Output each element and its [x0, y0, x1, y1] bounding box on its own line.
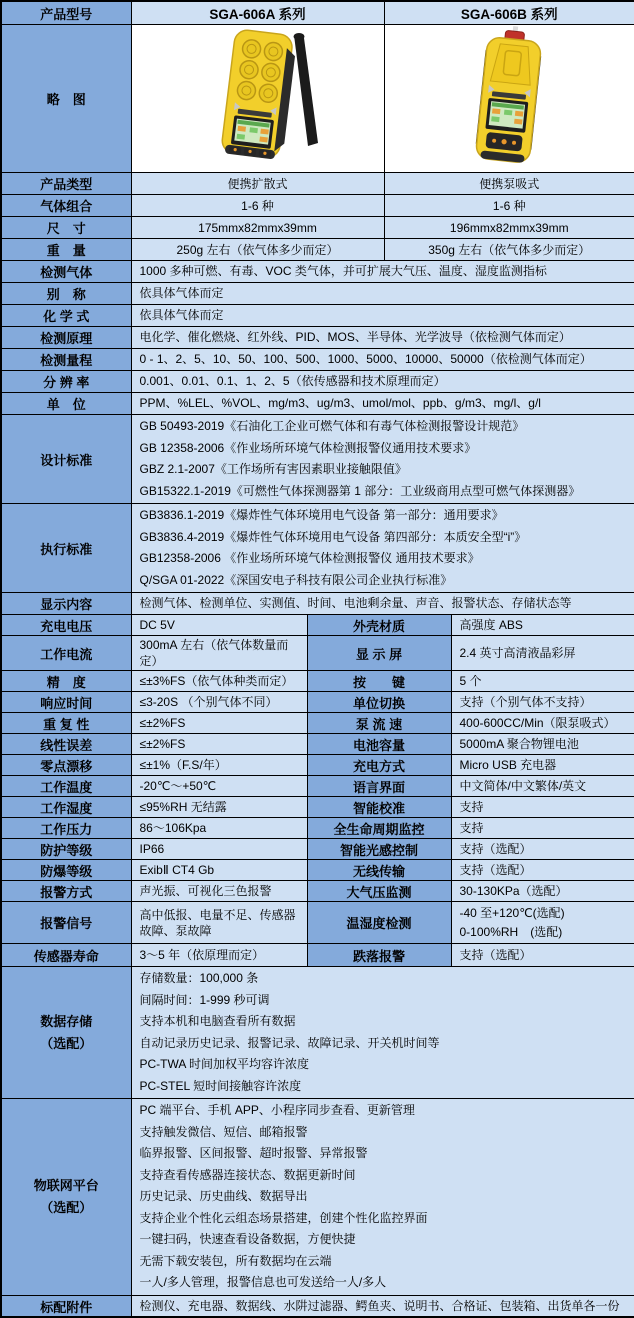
row-label: 报警信号	[1, 902, 131, 944]
row-label: 精 度	[1, 671, 131, 692]
row-value-a: 便携扩散式	[131, 173, 384, 195]
row-label: 单位切换	[307, 692, 451, 713]
table-row	[1, 239, 634, 261]
row-label-data-storage	[1, 967, 131, 1099]
row-label: 气体组合	[1, 195, 131, 217]
row-label: 传感器寿命	[1, 944, 131, 967]
table-row	[1, 967, 634, 1099]
row-label: 智能校准	[307, 797, 451, 818]
table-row	[1, 327, 634, 349]
storage-line: PC-STEL 短时间接触容许浓度	[139, 1078, 302, 1093]
row-label-iot-platform	[1, 1099, 131, 1296]
storage-line: 间隔时间：1-999 秒可调	[139, 992, 270, 1007]
row-value: 400-600CC/Min（限泵吸式）	[451, 713, 634, 734]
row-value: Micro USB 充电器	[451, 755, 634, 776]
row-label: 显示内容	[1, 593, 131, 615]
exec-standard-list	[131, 504, 634, 593]
row-label: 泵 流 速	[307, 713, 451, 734]
row-label: 防爆等级	[1, 860, 131, 881]
header-product-model-label: 产品型号	[1, 1, 131, 25]
row-label: 跌落报警	[307, 944, 451, 967]
row-value: PPM、%LEL、%VOL、mg/m3、ug/m3、umol/mol、ppb、g/m3、mg/l、g/l	[131, 393, 634, 415]
table-row	[1, 797, 634, 818]
row-label: 无线传输	[307, 860, 451, 881]
standard-line: GB 12358-2006《作业场所环境气体检测报警仪通用技术要求》	[139, 440, 477, 455]
row-value: 依具体气体而定	[131, 305, 634, 327]
table-row	[1, 713, 634, 734]
row-label: 工作电流	[1, 636, 131, 671]
table-row	[1, 504, 634, 593]
iot-line: 无需下载安装包，所有数据均在云端	[139, 1253, 332, 1268]
row-label: 按 键	[307, 671, 451, 692]
temp-humidity-value	[451, 902, 634, 944]
iot-line: 支持查看传感器连接状态、数据更新时间	[139, 1167, 356, 1182]
row-label: 标配附件	[1, 1295, 131, 1317]
row-value: 检测气体、检测单位、实测值、时间、电池剩余量、声音、报警状态、存储状态等	[131, 593, 634, 615]
row-value: 30-130KPa（选配）	[451, 881, 634, 902]
row-value: IP66	[131, 839, 307, 860]
row-label: 大气压监测	[307, 881, 451, 902]
table-row	[1, 173, 634, 195]
table-row	[1, 776, 634, 797]
row-label: 别 称	[1, 283, 131, 305]
row-label: 设计标准	[1, 415, 131, 504]
table-row	[1, 902, 634, 944]
row-value: ExibⅡ CT4 Gb	[131, 860, 307, 881]
storage-line: 自动记录历史记录、报警记录、故障记录、开关机时间等	[139, 1035, 440, 1050]
standard-line: GB3836.1-2019《爆炸性气体环境用电气设备 第一部分：通用要求》	[139, 508, 504, 522]
iot-line: PC 端平台、手机 APP、小程序同步查看、更新管理	[139, 1103, 415, 1118]
row-value: 支持（选配）	[451, 860, 634, 881]
iot-platform-list	[131, 1099, 634, 1296]
row-value-b: 350g 左右（依气体多少而定）	[384, 239, 634, 261]
table-row	[1, 692, 634, 713]
row-value: 支持（个别气体不支持）	[451, 692, 634, 713]
row-value: 中文简体/中文繁体/英文	[451, 776, 634, 797]
table-row	[1, 860, 634, 881]
row-label: 全生命周期监控	[307, 818, 451, 839]
table-row	[1, 25, 634, 173]
row-label: 充电电压	[1, 615, 131, 636]
row-value: 支持	[451, 797, 634, 818]
value-line: -40 至+120℃(选配)	[459, 905, 565, 920]
iot-line: 历史记录、历史曲线、数据导出	[139, 1189, 308, 1204]
row-label: 尺 寸	[1, 217, 131, 239]
storage-line: 存储数量：100,000 条	[139, 971, 259, 986]
iot-line: 支持触发微信、短信、邮箱报警	[139, 1124, 308, 1139]
row-label: 重 量	[1, 239, 131, 261]
iot-line: 支持企业个性化云组态场景搭建，创建个性化监控界面	[139, 1210, 428, 1225]
row-value: -20℃～+50℃	[131, 776, 307, 797]
table-row	[1, 671, 634, 692]
row-value: ≤±2%FS	[131, 713, 307, 734]
row-value: 声光振、可视化三色报警	[131, 881, 307, 902]
row-value: 电化学、催化燃烧、红外线、PID、MOS、半导体、光学波导（依检测气体而定）	[131, 327, 634, 349]
row-label: 产品类型	[1, 173, 131, 195]
standard-line: GB3836.4-2019《爆炸性气体环境用电气设备 第四部分：本质安全型“i”》	[139, 529, 527, 544]
row-value: 5000mA 聚合物锂电池	[451, 734, 634, 755]
header-series-b: SGA-606B 系列	[384, 1, 634, 25]
row-value: 支持（选配）	[451, 944, 634, 967]
row-value-a: 1-6 种	[131, 195, 384, 217]
table-row	[1, 261, 634, 283]
label-line: 数据存储	[40, 1013, 93, 1029]
row-label: 电池容量	[307, 734, 451, 755]
storage-line: PC-TWA 时间加权平均容许浓度	[139, 1057, 310, 1072]
row-label: 重 复 性	[1, 713, 131, 734]
row-label: 工作温度	[1, 776, 131, 797]
row-value-a: 250g 左右（依气体多少而定）	[131, 239, 384, 261]
row-value: DC 5V	[131, 615, 307, 636]
header-series-a: SGA-606A 系列	[131, 1, 384, 25]
table-row	[1, 593, 634, 615]
label-line: （选配）	[40, 1200, 93, 1216]
row-value-b: 1-6 种	[384, 195, 634, 217]
iot-line: 一人/多人管理，报警信息也可发送给一人/多人	[139, 1275, 387, 1290]
table-row	[1, 839, 634, 860]
iot-line: 临界报警、区间报警、超时报警、异常报警	[139, 1146, 368, 1161]
table-row	[1, 195, 634, 217]
sga-606b-device-photo	[429, 25, 589, 167]
table-row	[1, 349, 634, 371]
table-row	[1, 615, 634, 636]
storage-line: 支持本机和电脑查看所有数据	[139, 1014, 296, 1029]
row-value: 2.4 英寸高清液晶彩屏	[451, 636, 634, 671]
row-value: 支持（选配）	[451, 839, 634, 860]
row-label: 外壳材质	[307, 615, 451, 636]
table-row	[1, 636, 634, 671]
row-label: 线性误差	[1, 734, 131, 755]
row-label: 充电方式	[307, 755, 451, 776]
table-row	[1, 217, 634, 239]
row-value: 0 - 1、2、5、10、50、100、500、1000、5000、10000、50000（依检测气体而定）	[131, 349, 634, 371]
row-value: ≤±1%（F.S/年）	[131, 755, 307, 776]
table-row	[1, 371, 634, 393]
row-value-a: 175mmx82mmx39mm	[131, 217, 384, 239]
row-value: 依具体气体而定	[131, 283, 634, 305]
row-label: 防护等级	[1, 839, 131, 860]
table-row	[1, 755, 634, 776]
iot-line: 一键扫码，快速查看设备数据，方便快捷	[139, 1232, 356, 1247]
row-value: 5 个	[451, 671, 634, 692]
row-label: 分 辨 率	[1, 371, 131, 393]
device-b-photo-cell	[384, 25, 634, 173]
row-label: 语言界面	[307, 776, 451, 797]
row-label: 工作压力	[1, 818, 131, 839]
row-value-b: 便携泵吸式	[384, 173, 634, 195]
row-label: 执行标准	[1, 504, 131, 593]
table-row	[1, 1099, 634, 1296]
row-label: 零点漂移	[1, 755, 131, 776]
row-label: 单 位	[1, 393, 131, 415]
label-line: 物联网平台	[33, 1178, 99, 1194]
row-value: 300mA 左右（依气体数量而定）	[131, 636, 307, 671]
standard-line: GBZ 2.1-2007《工作场所有害因素职业接触限值》	[139, 462, 407, 476]
data-storage-list	[131, 967, 634, 1099]
standard-line: Q/SGA 01-2022《深国安电子科技有限公司企业执行标准》	[139, 572, 453, 587]
row-value: ≤±2%FS	[131, 734, 307, 755]
row-label: 工作湿度	[1, 797, 131, 818]
table-row	[1, 283, 634, 305]
label-line: （选配）	[40, 1035, 93, 1051]
sketch-label: 略 图	[1, 25, 131, 173]
row-value: 高中低报、电量不足、传感器故障、泵故障	[131, 902, 307, 944]
row-value: ≤±3%FS（依气体种类而定）	[131, 671, 307, 692]
standard-line: GB 50493-2019《石油化工企业可燃气体和有毒气体检测报警设计规范》	[139, 419, 525, 433]
table-row	[1, 881, 634, 902]
row-value: 支持	[451, 818, 634, 839]
row-label: 化 学 式	[1, 305, 131, 327]
row-value-b: 196mmx82mmx39mm	[384, 217, 634, 239]
standard-line: GB15322.1-2019《可燃性气体探测器第 1 部分：工业级商用点型可燃气体探测器》	[139, 483, 581, 498]
row-label: 显 示 屏	[307, 636, 451, 671]
table-row	[1, 415, 634, 504]
row-label: 检测量程	[1, 349, 131, 371]
table-row	[1, 305, 634, 327]
table-row	[1, 734, 634, 755]
table-row	[1, 818, 634, 839]
row-label: 检测原理	[1, 327, 131, 349]
value-line: 0-100%RH (选配)	[459, 924, 563, 939]
row-value: ≤3-20S （个别气体不同）	[131, 692, 307, 713]
row-value: 3～5 年（依原理而定）	[131, 944, 307, 967]
table-row	[1, 393, 634, 415]
table-row	[1, 1, 634, 25]
row-label: 检测气体	[1, 261, 131, 283]
standard-line: GB12358-2006 《作业场所环境气体检测报警仪 通用技术要求》	[139, 551, 480, 565]
table-row	[1, 1295, 634, 1317]
row-label: 报警方式	[1, 881, 131, 902]
row-label: 智能光感控制	[307, 839, 451, 860]
row-label: 温湿度检测	[307, 902, 451, 944]
device-a-photo-cell	[131, 25, 384, 173]
row-label: 响应时间	[1, 692, 131, 713]
row-value: 1000 多种可燃、有毒、VOC 类气体，并可扩展大气压、温度、湿度监测指标	[131, 261, 634, 283]
row-value: 高强度 ABS	[451, 615, 634, 636]
row-value: ≤95%RH 无结露	[131, 797, 307, 818]
table-row	[1, 944, 634, 967]
row-value: 检测仪、充电器、数据线、水阱过滤器、鳄鱼夹、说明书、合格证、包装箱、出货单各一份	[131, 1295, 634, 1317]
design-standard-list	[131, 415, 634, 504]
sga-606a-device-photo	[178, 25, 338, 167]
row-value: 86～106Kpa	[131, 818, 307, 839]
row-value: 0.001、0.01、0.1、1、2、5（依传感器和技术原理而定）	[131, 371, 634, 393]
